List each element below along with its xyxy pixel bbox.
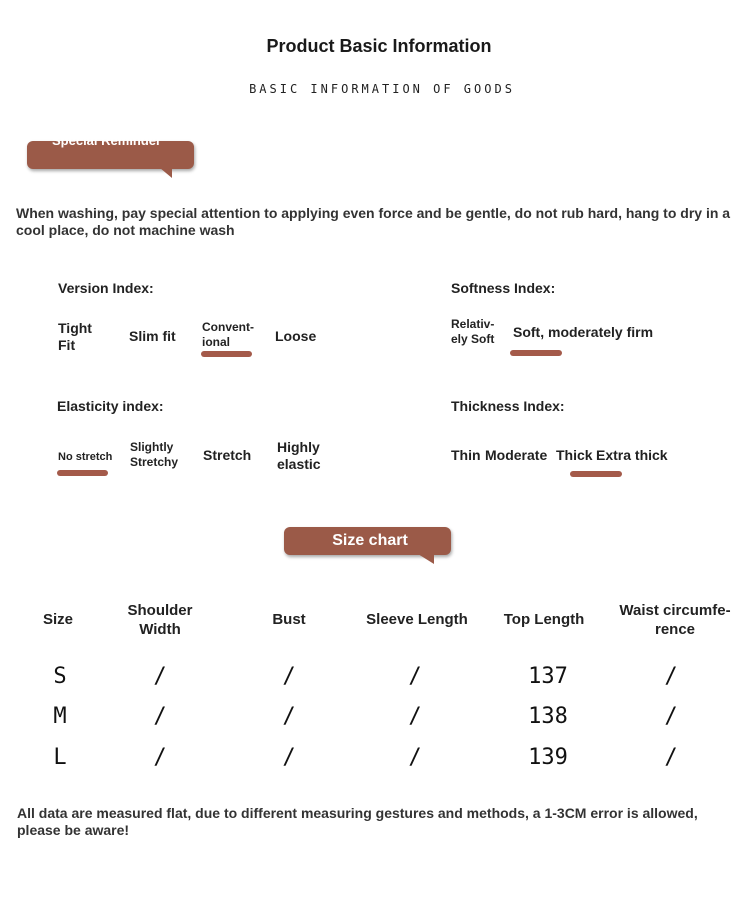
table-row (0, 704, 750, 734)
special-reminder-label: Special Reminder (52, 133, 162, 148)
special-reminder-badge-tail (160, 168, 172, 178)
page-subtitle: BASIC INFORMATION OF GOODS (249, 82, 515, 96)
softness-option-relatively-soft: Relativ-ely Soft (451, 317, 495, 346)
table-cell: / (153, 745, 167, 770)
table-cell: / (408, 704, 422, 729)
version-option-conventional: Convent-ional (202, 320, 254, 349)
table-cell: 138 (528, 704, 568, 729)
elasticity-option-stretch: Stretch (203, 447, 252, 463)
softness-option-soft-moderately-firm: Soft, moderately firm (513, 324, 654, 340)
version-selected-marker (201, 351, 252, 357)
table-cell: / (408, 745, 422, 770)
table-cell: / (664, 704, 678, 729)
thickness-selected-marker (570, 471, 622, 477)
measurement-disclaimer: All data are measured flat, due to different measuring gestures and methods, a 1-3CM error is allowed, please be aware! (17, 805, 698, 838)
table-cell: / (408, 664, 422, 689)
elasticity-option-slightly-stretchy: Slightly Stretchy (130, 440, 179, 469)
softness-selected-marker (510, 350, 562, 356)
thickness-index-label: Thickness Index: (451, 398, 565, 414)
elasticity-index-label: Elasticity index: (57, 398, 164, 414)
thickness-option-moderate: Moderate (485, 447, 548, 463)
size-chart-label: Size chart (332, 532, 408, 549)
bust-column-header: Bust (272, 611, 306, 628)
shoulder-width-column-header: Shoulder Width (127, 602, 193, 638)
table-cell: / (153, 664, 167, 689)
washing-instructions: When washing, pay special attention to applying even force and be gentle, do not rub hard, hang to dry in a cool place, do not machine wash (16, 205, 731, 238)
version-option-loose: Loose (275, 328, 317, 344)
size-chart-badge-tail (418, 554, 434, 564)
size-column-header: Size (42, 611, 73, 628)
top-length-column-header: Top Length (503, 611, 585, 628)
table-cell: / (282, 745, 296, 770)
softness-index-label: Softness Index: (451, 280, 556, 296)
table-row (0, 745, 750, 775)
table-cell: 139 (528, 745, 568, 770)
thickness-option-thin: Thin (451, 447, 481, 463)
elasticity-option-no-stretch: No stretch (58, 451, 113, 463)
sleeve-length-column-header: Sleeve Length (366, 611, 468, 628)
table-cell: S (53, 664, 67, 689)
table-cell: 137 (528, 664, 568, 689)
version-option-slim-fit: Slim fit (129, 328, 176, 344)
table-cell: / (664, 745, 678, 770)
table-cell: / (664, 664, 678, 689)
table-cell: L (53, 745, 67, 770)
elasticity-selected-marker (57, 470, 108, 476)
elasticity-option-highly-elastic: Highly elastic (277, 439, 321, 472)
table-cell: / (153, 704, 167, 729)
table-row (0, 664, 750, 694)
version-option-tight-fit: Tight Fit (58, 320, 92, 353)
thickness-option-extra-thick: Extra thick (596, 447, 668, 463)
table-cell: M (53, 704, 67, 729)
waist-circumference-column-header: Waist circumfe-rence (619, 602, 731, 638)
thickness-option-thick: Thick (556, 447, 593, 463)
table-cell: / (282, 704, 296, 729)
version-index-label: Version Index: (58, 280, 154, 296)
page-title: Product Basic Information (266, 36, 492, 56)
table-cell: / (282, 664, 296, 689)
